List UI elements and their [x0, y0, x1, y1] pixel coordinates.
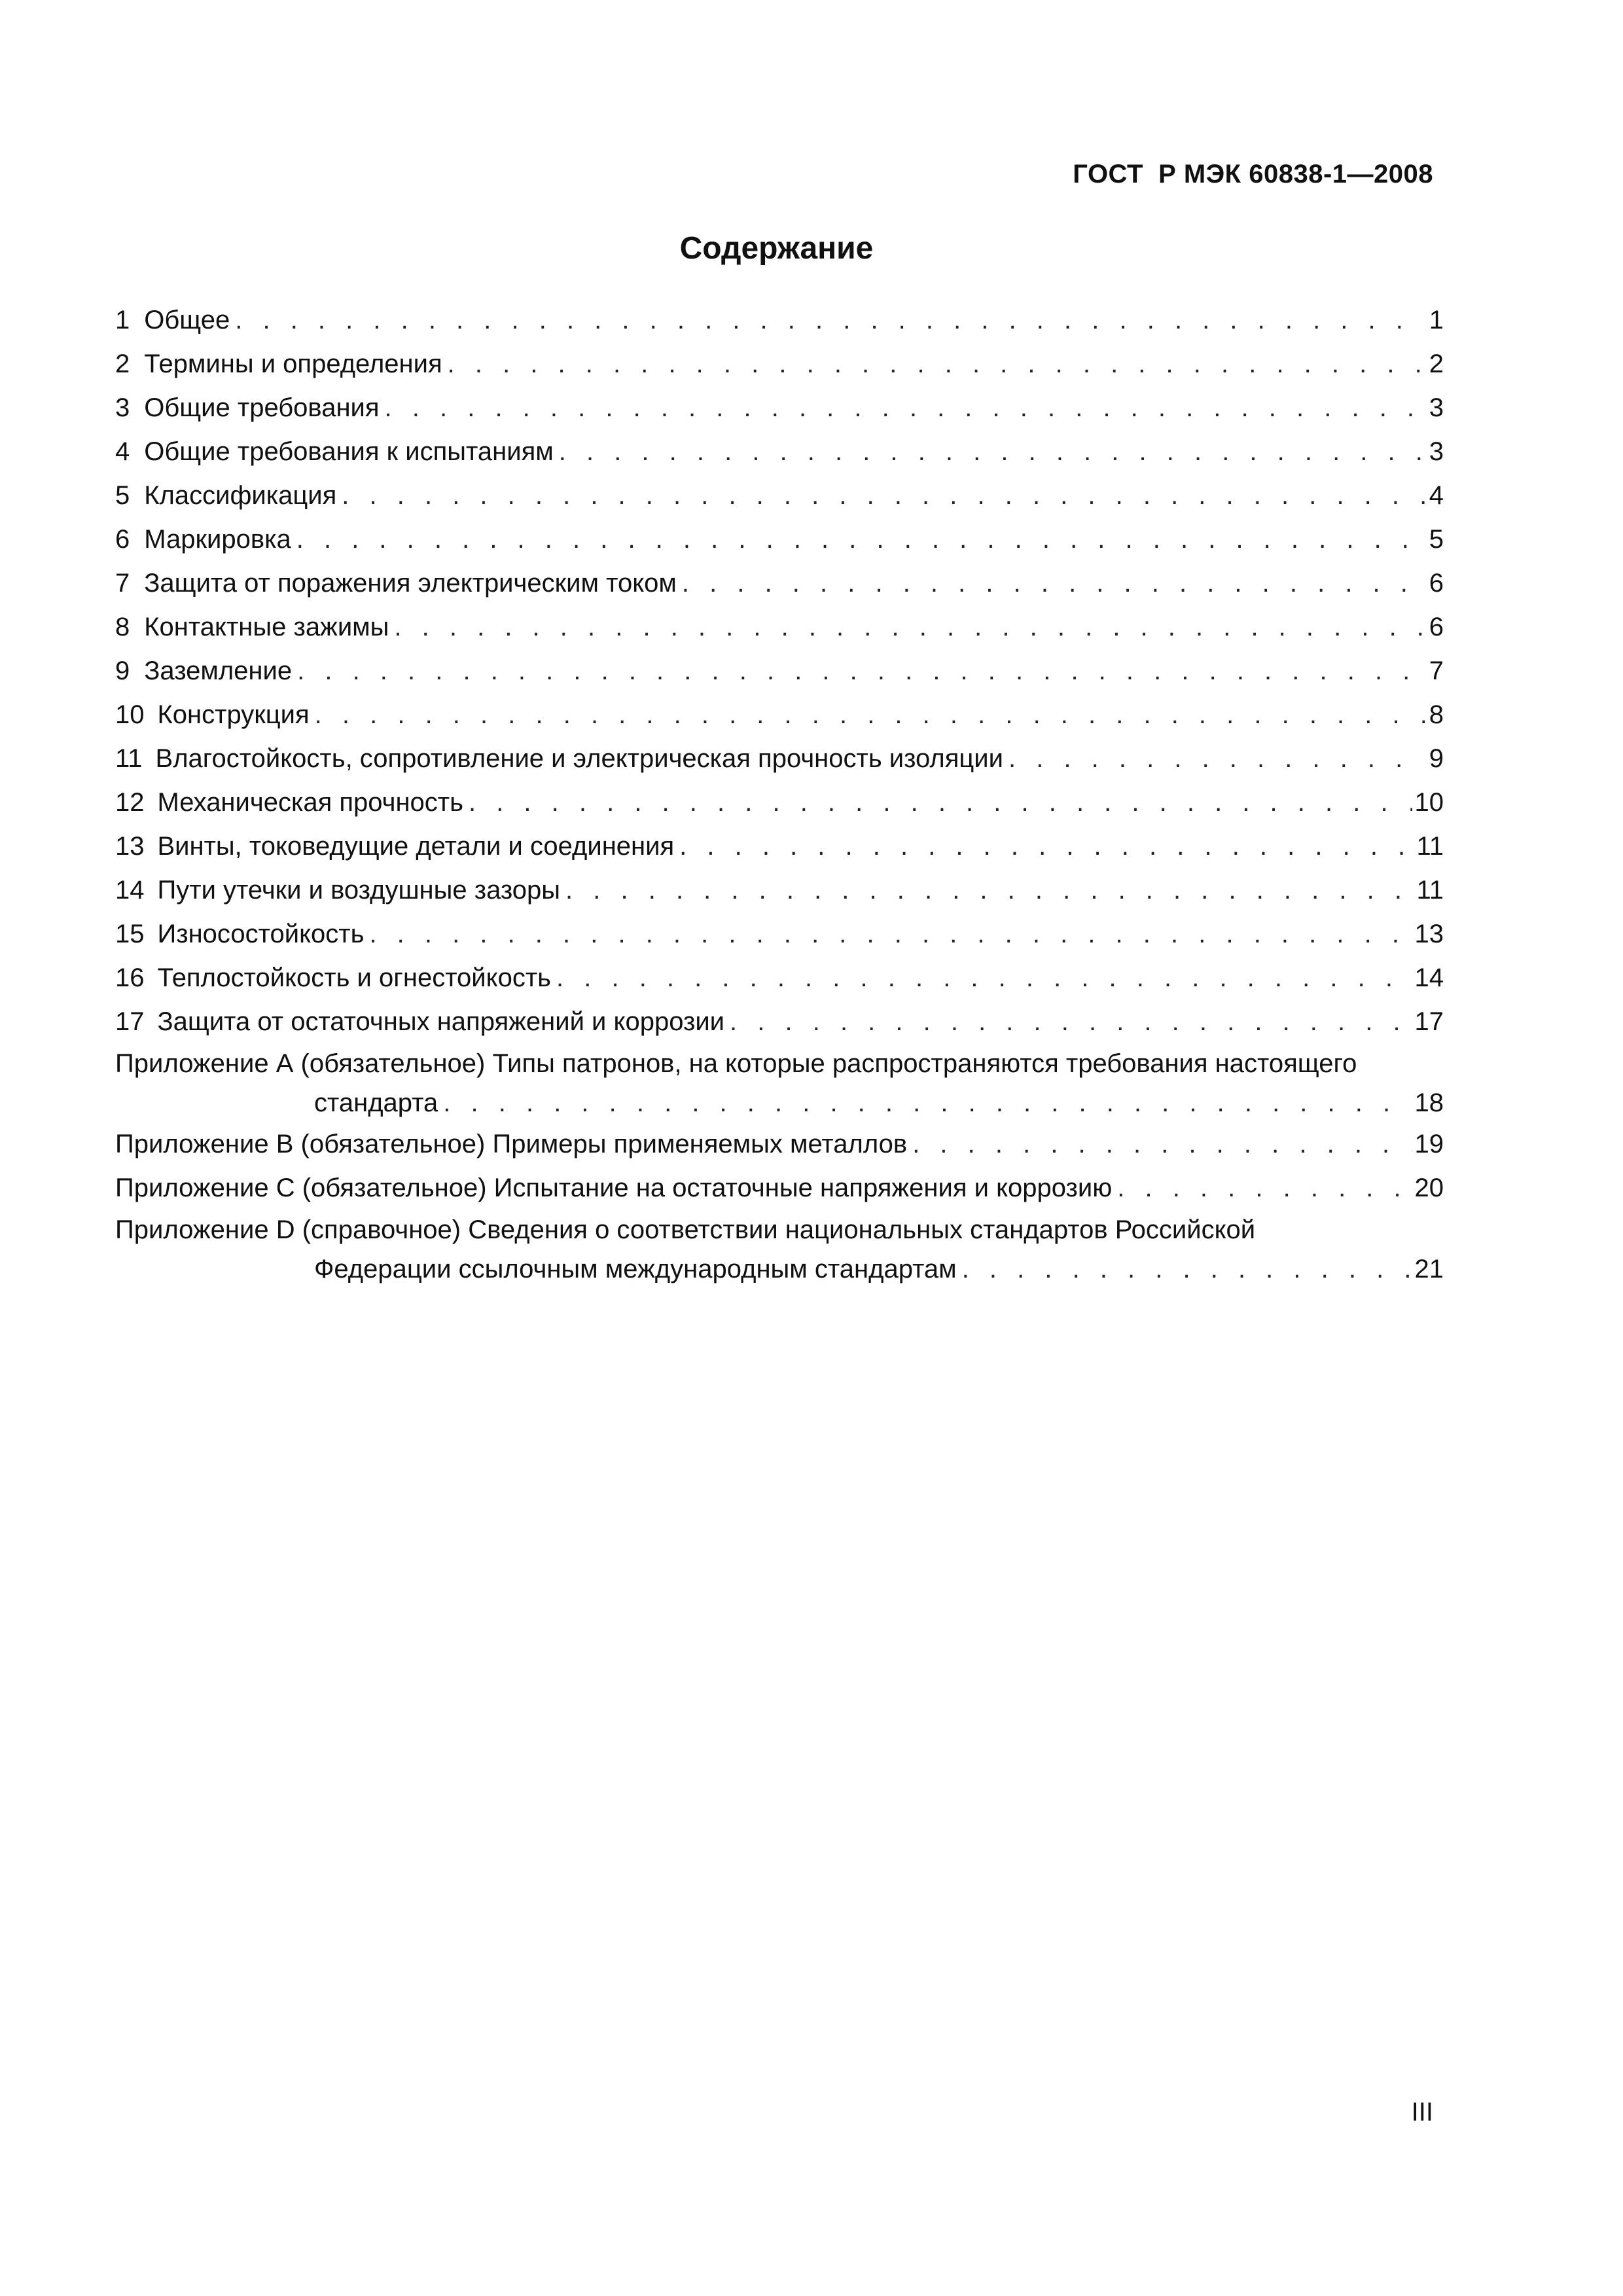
toc-entry-page: 4: [1429, 481, 1444, 510]
toc-entry-label: Теплостойкость и огнестойкость: [157, 963, 552, 992]
toc-entry-number: 6: [115, 525, 130, 554]
toc-entry-page: 17: [1414, 1007, 1444, 1036]
toc-entry[interactable]: [115, 605, 1444, 649]
dot-leader: [315, 693, 1425, 737]
toc-entry-page: 13: [1414, 920, 1444, 948]
toc-entry-number: 3: [115, 393, 130, 422]
dot-leader: [448, 342, 1425, 386]
toc-appendix-b[interactable]: [115, 1122, 1444, 1166]
dot-leader: [469, 781, 1412, 825]
dot-leader: [559, 430, 1425, 474]
dot-leader: [912, 1122, 1412, 1166]
toc-entry[interactable]: [115, 825, 1444, 869]
toc-entry-label: Винты, токоведущие детали и соединения: [157, 832, 675, 861]
dot-leader: [730, 1000, 1412, 1044]
toc-entry[interactable]: [115, 386, 1444, 430]
toc-entry[interactable]: [115, 518, 1444, 562]
toc-entry[interactable]: [115, 781, 1444, 825]
toc-entry[interactable]: [115, 474, 1444, 518]
toc-entry-number: 8: [115, 613, 130, 641]
toc-entry-page: 11: [1416, 832, 1444, 861]
dot-leader: [556, 956, 1412, 1000]
toc-entry-label: Контактные зажимы: [144, 613, 389, 641]
toc-entry-number: 13: [115, 832, 145, 861]
toc-appendix-a-cont: стандарта: [314, 1088, 438, 1117]
dot-leader: [565, 869, 1414, 912]
toc-entry-number: 12: [115, 788, 145, 817]
dot-leader: [394, 605, 1425, 649]
toc-entry-number: 15: [115, 920, 145, 948]
toc-entry-label: Конструкция: [157, 700, 310, 729]
toc-entry-label: Защита от остаточных напряжений и коррозии: [157, 1007, 725, 1036]
toc-entry-label: Классификация: [144, 481, 337, 510]
toc-entry[interactable]: [115, 737, 1444, 781]
toc-entry-number: 17: [115, 1007, 145, 1036]
toc-entry-number: 16: [115, 963, 145, 992]
dot-leader: [1117, 1166, 1412, 1210]
toc-entry-number: 14: [115, 876, 145, 905]
toc-entry-page: 9: [1429, 744, 1444, 773]
toc-entry-label: Маркировка: [144, 525, 291, 554]
dot-leader: [679, 825, 1414, 869]
toc-appendix-a-page: 18: [1414, 1088, 1444, 1117]
document-code: ГОСТ Р МЭК 60838-1—2008: [1073, 160, 1433, 188]
toc-entry-page: 2: [1429, 350, 1444, 378]
toc-entry-label: Механическая прочность: [157, 788, 463, 817]
toc-entry-page: 3: [1429, 437, 1444, 466]
toc-entry[interactable]: [115, 693, 1444, 737]
toc-entry-label: Влагостойкость, сопротивление и электрическая прочность изоляции: [155, 744, 1003, 773]
toc-appendix-d-cont: Федерации ссылочным международным стандартам: [314, 1255, 957, 1283]
toc-appendix-a[interactable]: [115, 1083, 1444, 1122]
toc-entry-number: 1: [115, 306, 130, 334]
toc-entry-label: Общие требования к испытаниям: [144, 437, 554, 466]
toc-entry-page: 14: [1414, 963, 1444, 992]
toc-entry[interactable]: [115, 562, 1444, 605]
toc-appendix-b-page: 19: [1414, 1130, 1444, 1158]
toc-entry-number: 7: [115, 569, 130, 598]
dot-leader: [1008, 737, 1425, 781]
toc-entry-page: 10: [1414, 788, 1444, 817]
dot-leader: [682, 562, 1425, 605]
toc-entry-label: Износостойкость: [157, 920, 365, 948]
dot-leader: [962, 1249, 1412, 1289]
toc-entry-page: 3: [1429, 393, 1444, 422]
toc-entry-label: Общие требования: [144, 393, 380, 422]
toc-entry-page: 11: [1416, 876, 1444, 905]
toc-appendix-b-head: Приложение В (обязательное) Примеры применяемых металлов: [115, 1130, 908, 1158]
dot-leader: [342, 474, 1425, 518]
toc-entry-number: 9: [115, 656, 130, 685]
toc-entry[interactable]: [115, 342, 1444, 386]
dot-leader: [443, 1083, 1412, 1122]
toc-entry-page: 6: [1429, 569, 1444, 598]
toc-entry[interactable]: [115, 1000, 1444, 1044]
toc-entry-label: Защита от поражения электрическим током: [144, 569, 677, 598]
toc-entry-page: 5: [1429, 525, 1444, 554]
toc-title: Содержание: [679, 231, 874, 266]
toc-entry[interactable]: [115, 956, 1444, 1000]
toc-appendix-d[interactable]: [115, 1249, 1444, 1289]
dot-leader: [297, 649, 1425, 693]
toc-entry-page: 8: [1429, 700, 1444, 729]
dot-leader: [369, 912, 1412, 956]
toc-entry-label: Заземление: [144, 656, 293, 685]
dot-leader: [296, 518, 1425, 562]
dot-leader: [385, 386, 1425, 430]
toc-entry-number: 2: [115, 350, 130, 378]
toc-entry[interactable]: [115, 869, 1444, 912]
toc-entry[interactable]: [115, 649, 1444, 693]
dot-leader: [235, 298, 1425, 342]
toc-entry[interactable]: [115, 430, 1444, 474]
toc-entry-page: 1: [1429, 306, 1444, 334]
toc-entry-page: 7: [1429, 656, 1444, 685]
toc-entry-number: 5: [115, 481, 130, 510]
toc-entry-number: 10: [115, 700, 145, 729]
toc-appendix-c[interactable]: [115, 1166, 1444, 1210]
toc-entry-label: Термины и определения: [144, 350, 442, 378]
page-number: III: [1411, 2098, 1433, 2126]
toc-appendix-a-head[interactable]: Приложение А (обязательное) Типы патронов, на которые распространяются требования настоящего: [115, 1049, 1357, 1078]
toc-appendix-d-head[interactable]: Приложение D (справочное) Сведения о соответствии национальных стандартов Российской: [115, 1215, 1256, 1244]
toc-entry-page: 6: [1429, 613, 1444, 641]
toc-entry-label: Пути утечки и воздушные зазоры: [157, 876, 561, 905]
table-of-contents: [115, 298, 1444, 1289]
toc-appendix-c-head: Приложение С (обязательное) Испытание на остаточные напряжения и коррозию: [115, 1174, 1113, 1202]
toc-appendix-d-page: 21: [1414, 1255, 1444, 1283]
toc-entry-label: Общее: [144, 306, 230, 334]
toc-entry-number: 11: [115, 744, 143, 773]
toc-entry-number: 4: [115, 437, 130, 466]
toc-appendix-c-page: 20: [1414, 1174, 1444, 1202]
toc-entry[interactable]: [115, 298, 1444, 342]
toc-entry[interactable]: [115, 912, 1444, 956]
